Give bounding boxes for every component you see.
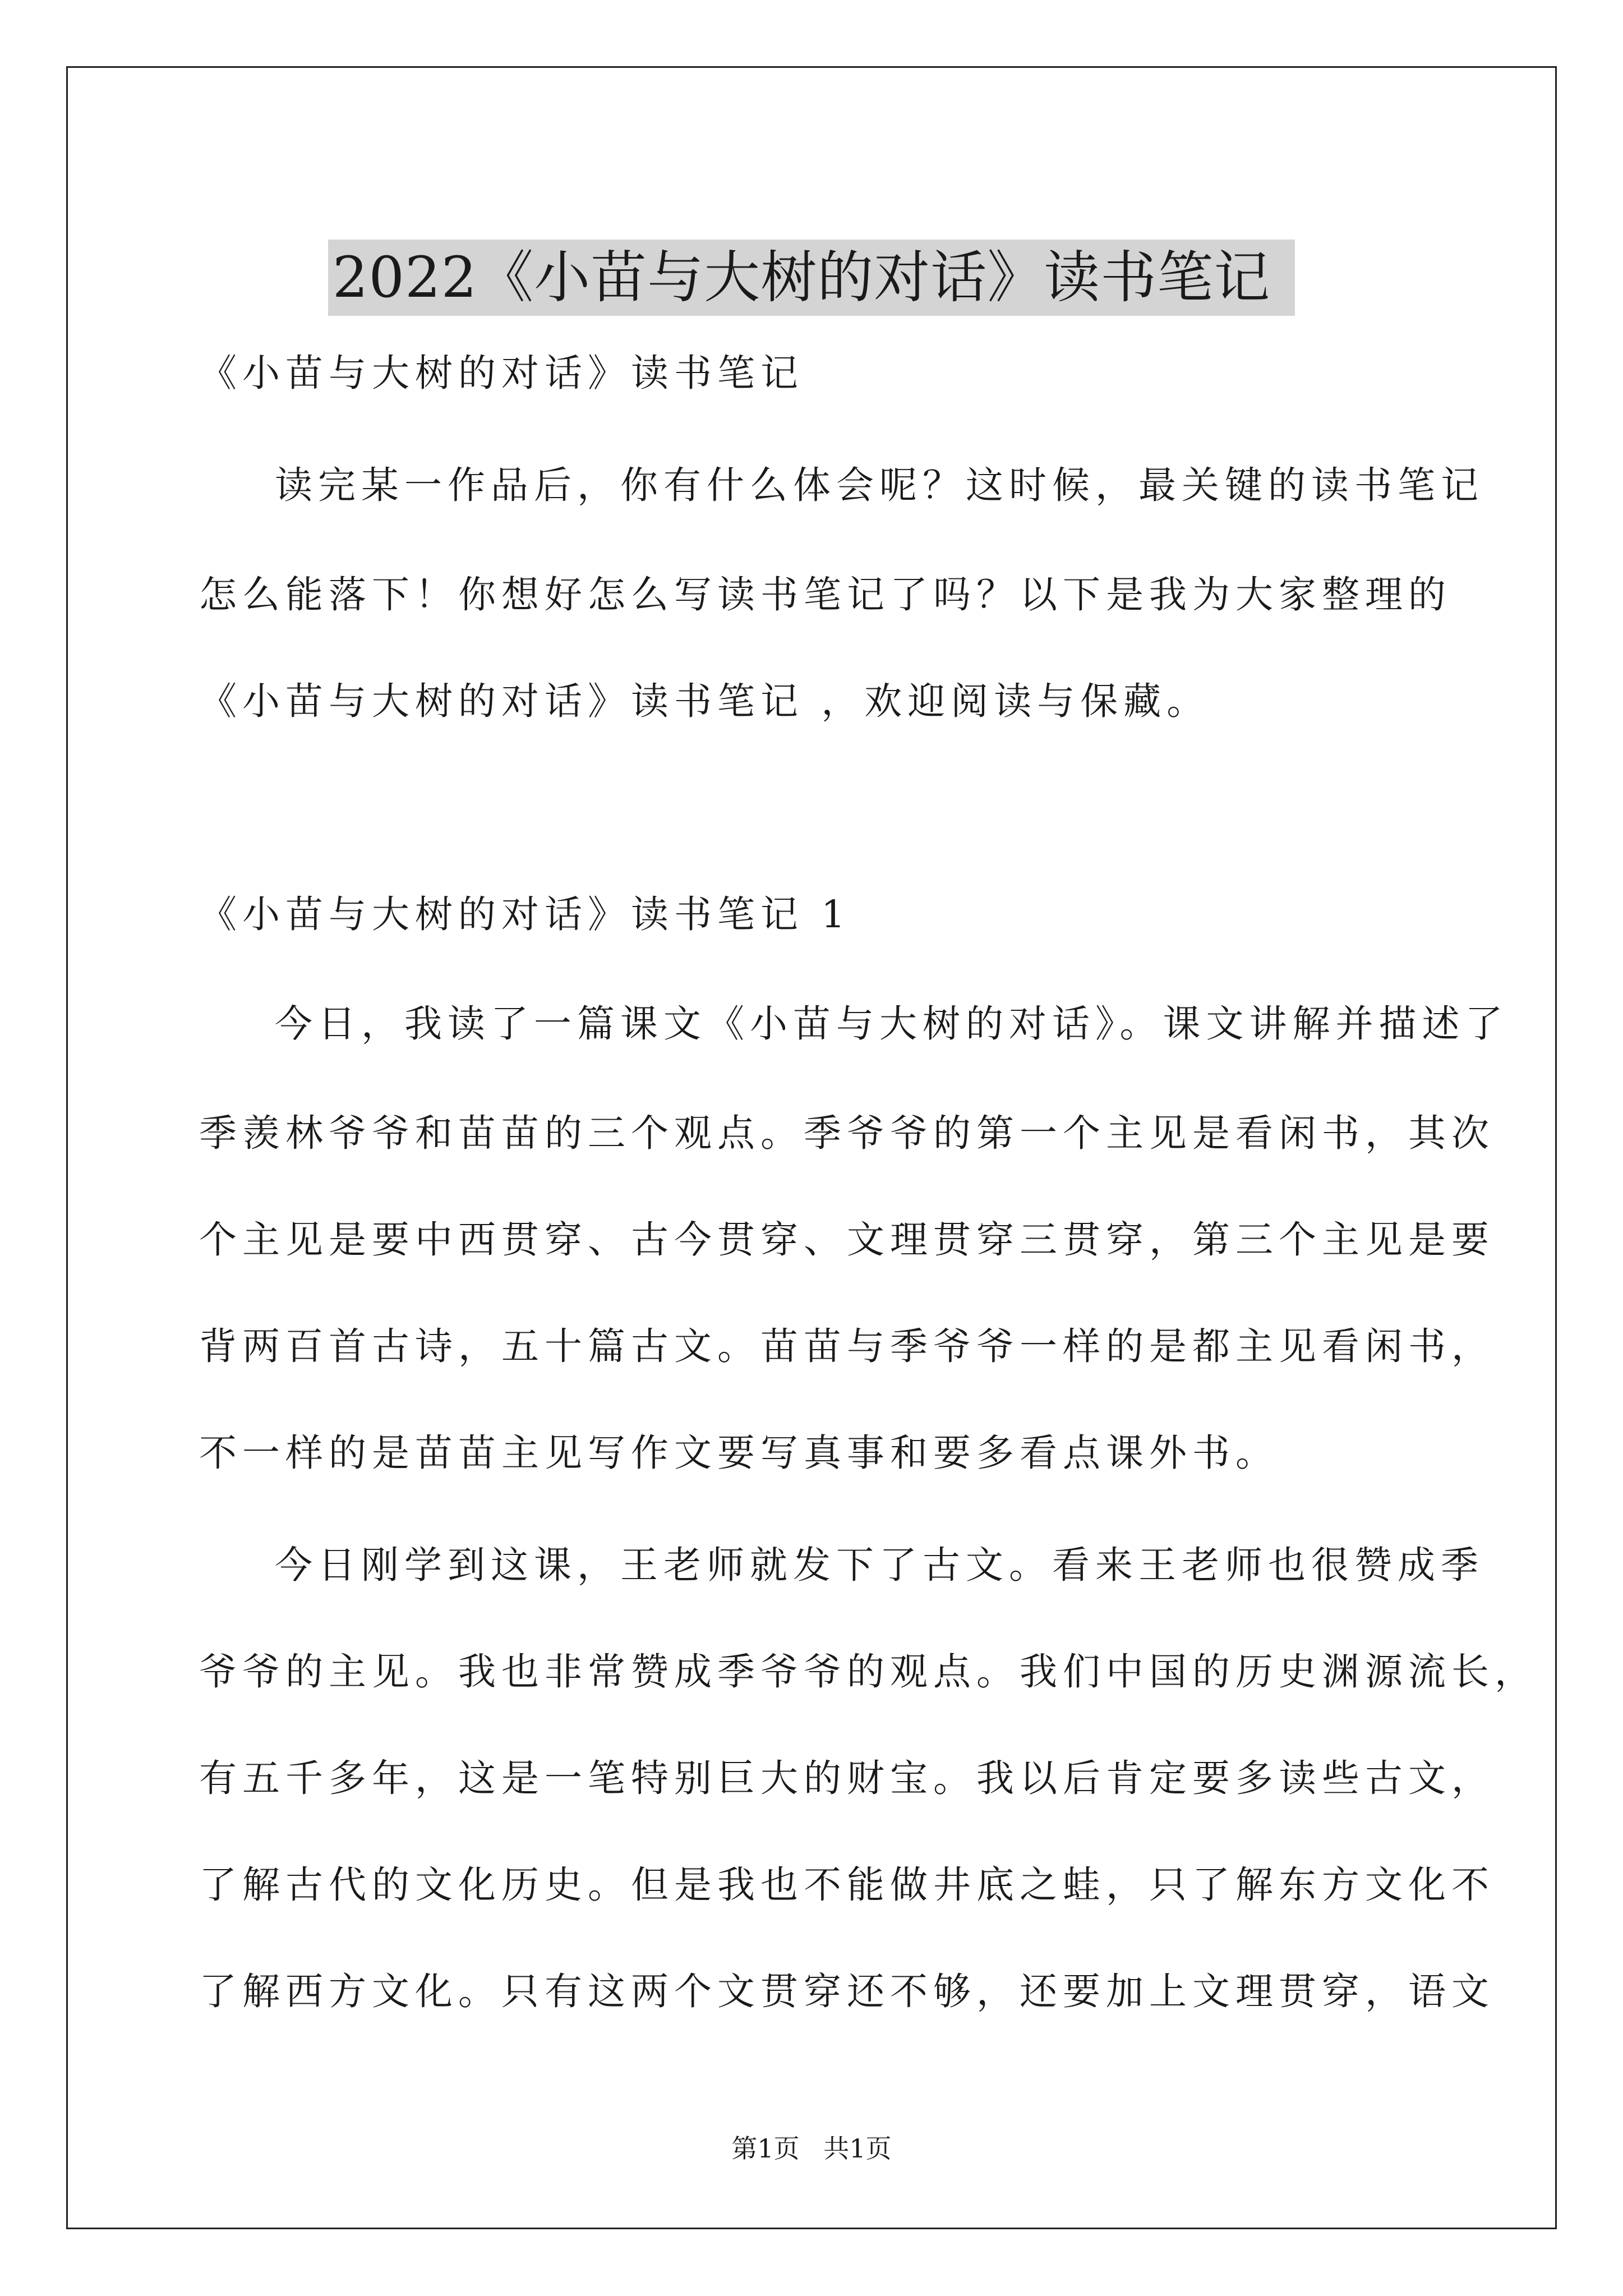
title-container [0, 202, 1623, 353]
body-line: 今日，我读了一篇课文《小苗与大树的对话》。课文讲解并描述了 [275, 1002, 1509, 1046]
section-heading: 《小苗与大树的对话》读书笔记 1 [199, 892, 851, 936]
body-line: 季羡林爷爷和苗苗的三个观点。季爷爷的第一个主见是看闲书，其次 [199, 1111, 1495, 1155]
body-line: 有五千多年，这是一笔特别巨大的财宝。我以后肯定要多读些古文， [199, 1756, 1495, 1800]
body-line: 不一样的是苗苗主见写作文要写真事和要多看点课外书。 [199, 1431, 1279, 1475]
body-line: 了解西方文化。只有这两个文贯穿还不够，还要加上文理贯穿，语文 [199, 1970, 1495, 2013]
body-line: 个主见是要中西贯穿、古今贯穿、文理贯穿三贯穿，第三个主见是要 [199, 1218, 1495, 1262]
body-line: 爷爷的主见。我也非常赞成季爷爷的观点。我们中国的历史渊源流长， [199, 1650, 1538, 1694]
body-line: 今日刚学到这课，王老师就发下了古文。看来王老师也很赞成季 [275, 1543, 1484, 1587]
page-total: 共1页 [823, 2133, 892, 2164]
page-number: 第1页 [731, 2133, 800, 2164]
body-line: 怎么能落下！你想好怎么写读书笔记了吗？以下是我为大家整理的 [199, 573, 1451, 616]
page-footer [0, 2132, 1623, 2165]
subtitle-line: 《小苗与大树的对话》读书笔记 [199, 351, 804, 395]
body-line: 《小苗与大树的对话》读书笔记 ，欢迎阅读与保藏。 [199, 679, 1210, 723]
body-line: 读完某一作品后，你有什么体会呢？这时候，最关键的读书笔记 [275, 463, 1484, 507]
body-line: 背两百首古诗，五十篇古文。苗苗与季爷爷一样的是都主见看闲书， [199, 1324, 1495, 1368]
document-title: 2022《小苗与大树的对话》读书笔记 [328, 240, 1295, 316]
body-line: 了解古代的文化历史。但是我也不能做井底之蛙，只了解东方文化不 [199, 1863, 1495, 1907]
